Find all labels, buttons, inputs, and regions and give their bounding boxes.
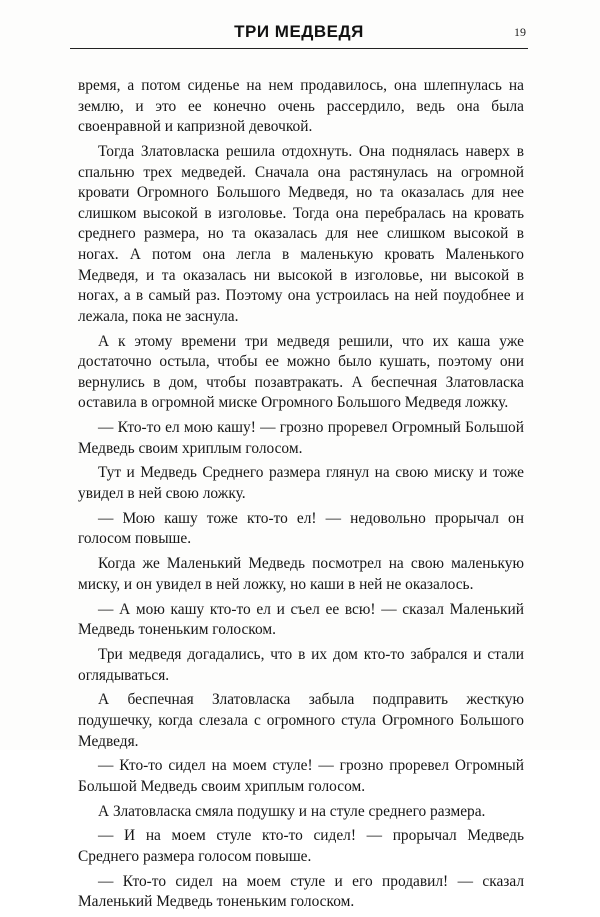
running-header bbox=[70, 16, 528, 48]
paragraph: А беспечная Златовласка забыла подправить жесткую подушечку, когда слезала с огромного стула Огромного Большого Медведя. bbox=[78, 691, 524, 750]
paragraph: — Кто-то сидел на моем стуле и его продавил! — сказал Маленький Медведь тоненьким голоском. bbox=[78, 872, 524, 911]
paragraph: — Мою кашу тоже кто-то ел! — недовольно прорычал он голосом повыше. bbox=[78, 509, 524, 548]
page-number: 19 bbox=[514, 25, 526, 39]
paragraph: — И на моем стуле кто-то сидел! — прорычал Медведь Среднего размера голосом повыше. bbox=[78, 827, 524, 866]
paragraph: А Златовласка смяла подушку и на стуле среднего размера. bbox=[98, 802, 486, 820]
paragraph: Тут и Медведь Среднего размера глянул на свою миску и тоже увидел в ней свою ложку. bbox=[78, 464, 524, 503]
paragraph: Когда же Маленький Медведь посмотрел на свою маленькую миску, и он увидел в ней ложку, но каши в ней не оказалось. bbox=[78, 555, 524, 593]
paragraph: — А мою кашу кто-то ел и съел ее всю! — сказал Маленький Медведь тоненьким голоском. bbox=[78, 600, 524, 639]
chapter-title: ТРИ МЕДВЕДЯ bbox=[234, 22, 364, 41]
paragraph: Три медведя догадались, что в их дом кто-то забрался и стали оглядываться. bbox=[78, 645, 524, 684]
paragraph: Тогда Златовласка решила отдохнуть. Она поднялась наверх в спальню трех медведей. Сначала она растянулась на огромной кровати Огромного Большого Медведя, но та оказалась для нее слишком высокой в изголовье. Тогда она перебралась на кровать среднего размера, но та оказалась для нее слишком высокой в ногах. А потом она легла в маленькую кровать Маленького Медведя, и та оказалась ни высокой в изголовье, ни высокой в ногах, а в самый раз. Поэтому она устроилась на ней поудобнее и лежала, пока не заснула. bbox=[78, 142, 524, 325]
story-text bbox=[78, 76, 524, 917]
header-rule bbox=[70, 48, 528, 49]
paragraph: — Кто-то ел мою кашу! — грозно проревел Огромный Большой Медведь своим хриплым голосом. bbox=[78, 419, 524, 457]
paragraph: время, а потом сиденье на нем продавилось, она шлепнулась на землю, и это ее конечно очень рассердило, ведь она была своенравной и капризной девочкой. bbox=[78, 77, 524, 136]
paragraph: А к этому времени три медведя решили, что их каша уже достаточно остыла, чтобы ее можно было кушать, поэтому они вернулись в дом, чтобы позавтракать. А беспечная Златовласка оставила в огромной миске Огромного Большого Медведя ложку. bbox=[78, 332, 524, 412]
paragraph: — Кто-то сидел на моем стуле! — грозно проревел Огромный Большой Медведь своим хриплым голосом. bbox=[78, 757, 524, 795]
